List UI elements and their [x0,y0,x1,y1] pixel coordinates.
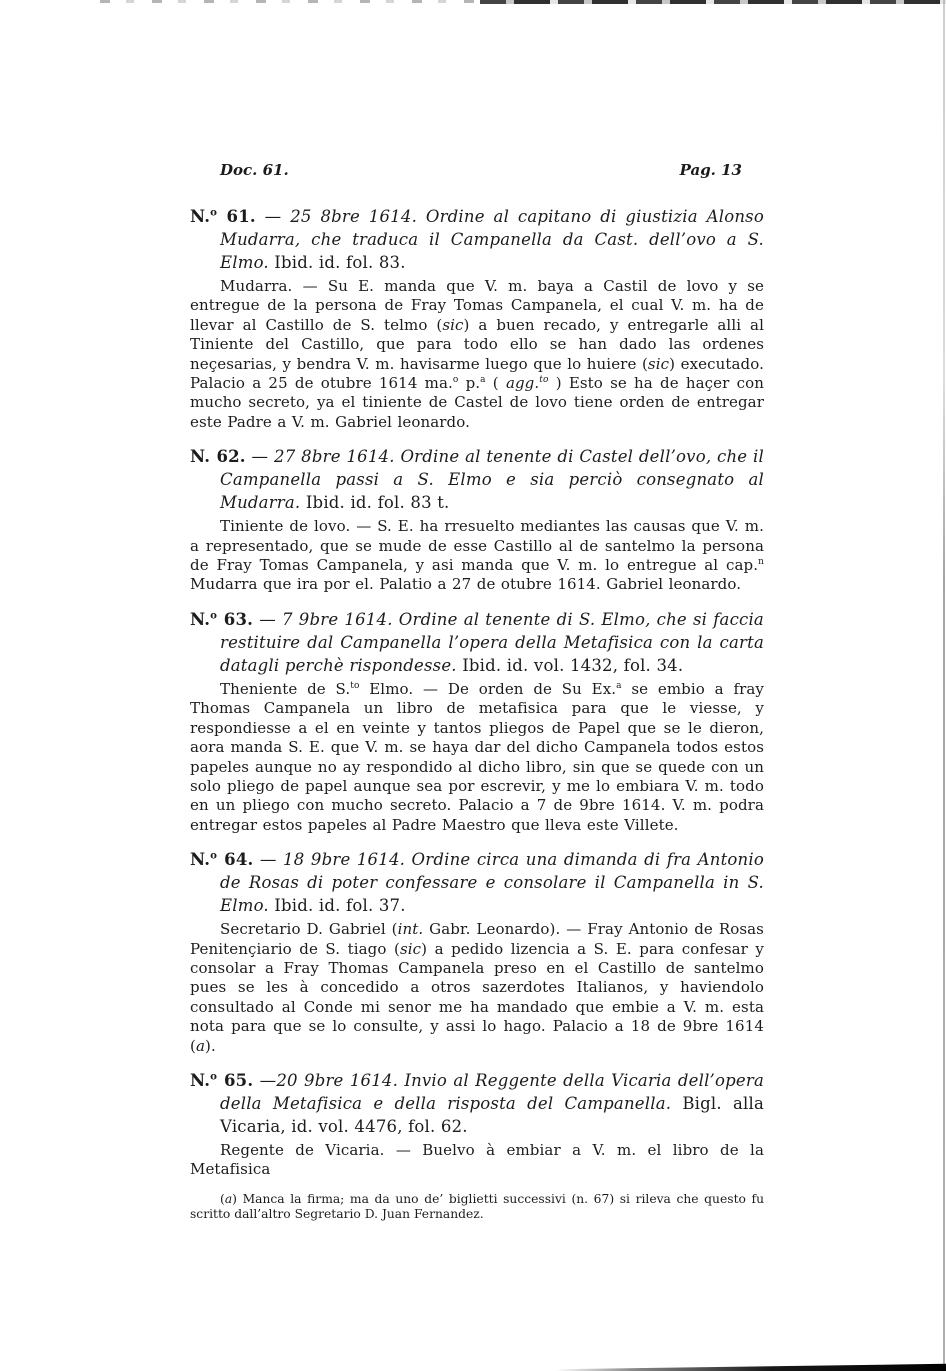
scan-artifact-bottom [555,1363,946,1371]
page-number: Pag. 13 [679,161,742,179]
page-header [190,161,764,179]
doc-label: Doc. 61. [220,161,289,179]
section-64-heading: N.$^o$ 64. — 18 9bre 1614. Ordine circa una dimanda di fra Antonio de Rosas di poter confessare e consolare il Campanella in S. Elmo. Ibid. id. fol. 37. [190,849,764,916]
page-content [190,161,764,1223]
section-65 [190,1069,764,1180]
footnote: (a) Manca la firma; ma da uno de’ biglietti successivi (n. 67) si rileva che questo fu scritto dall’altro Segretario D. Juan Fernandez. [190,1191,764,1222]
scan-artifact-top-dark [480,0,946,4]
section-63-body: Theniente de S.$^{to}$ Elmo. — De orden de Su Ex.$^a$ se embio a fray Thomas Campanela un libro de metafisica para que le viesse, y respondiesse a el en veinte y tantos pliegos de Papel que se le dieron, aora manda S. E. que V. m. se haya dar del dicho Campanela todos estos papeles aunque no ay respondido al dicho libro, sin que se quede con un solo pliego de papel aunque sea por escrevir, y me lo embiara V. m. todo en un pliego con mucho secreto. Palacio a 7 de 9bre 1614. V. m. podra entregar estos papeles al Padre Maestro que lleva este Villete. [190,679,764,834]
section-61-body: Mudarra. — Su E. manda que V. m. baya a Castil de lovo y se entregue de la persona de Fray Tomas Campanela, el cual V. m. ha de llevar al Castillo de S. telmo (sic) a buen recado, y entregarle alli al Tiniente del Castillo, que para todo ello se han dado las ordenes neçesarias, y bendra V. m. havisarme luego que lo huiere (sic) executado. Palacio a 25 de otubre 1614 ma.$^o$ p.$^a$ ( agg.$^{to}$ ) Esto se ha de haçer con mucho secreto, ya el tiniente de Castel de lovo tiene orden de entregar este Padre a V. m. Gabriel leonardo. [190,277,765,431]
section-64-body: Secretario D. Gabriel (int. Gabr. Leonardo). — Fray Antonio de Rosas Penitençiario de S. tiago (sic) a pedido lizencia a S. E. para confesar y consolar a Fray Thomas Campanela preso en el Castillo de santelmo pues se les à concedido a otros sazerdotes Italianos, y haviendolo consultado al Conde mi senor me ha mandado que embie a V. m. esta nota para que se lo consulte, y assi lo hago. Palacio a 18 de 9bre 1614 (a). [190,920,764,1055]
section-61-heading: N.$^o$ 61. — 25 8bre 1614. Ordine al capitano di giustizia Alonso Mudarra, che traduca il Campanella da Cast. dell’ovo a S. Elmo. Ibid. id. fol. 83. [190,206,764,272]
section-65-heading: N.$^o$ 65. —20 9bre 1614. Invio al Reggente della Vicaria dell’opera della Metafisica e della risposta del Campanella. Bigl. alla Vicaria, id. vol. 4476, fol. 62. [190,1070,765,1136]
section-64 [190,848,764,1056]
section-62-heading: N. 62. — 27 8bre 1614. Ordine al tenente di Castel dell’ovo, che il Campanella passi a S. Elmo e sia perciò consegnato al Mudarra. Ibid. id. fol. 83 t. [190,447,764,513]
section-63 [190,608,764,835]
section-61 [190,205,764,432]
scan-artifact-top-light [100,0,480,3]
section-62-body: Tiniente de lovo. — S. E. ha rresuelto mediantes las causas que V. m. a representado, que se mude de esse Castillo al de santelmo la persona de Fray Tomas Campanela, y asi manda que V. m. lo entregue al cap.$^n$ Mudarra que ira por el. Palatio a 27 de otubre 1614. Gabriel leonardo. [190,517,764,594]
section-62 [190,445,764,595]
section-63-heading: N.$^o$ 63. — 7 9bre 1614. Ordine al tenente di S. Elmo, che si faccia restituire dal Campanella l’opera della Metafisica con la carta datagli perchè rispondesse. Ibid. id. vol. 1432, fol. 34. [190,609,764,675]
scan-artifact-right-edge [943,0,945,1371]
section-65-body: Regente de Vicaria. — Buelvo à embiar a V. m. el libro de la Metafisica [190,1140,764,1179]
